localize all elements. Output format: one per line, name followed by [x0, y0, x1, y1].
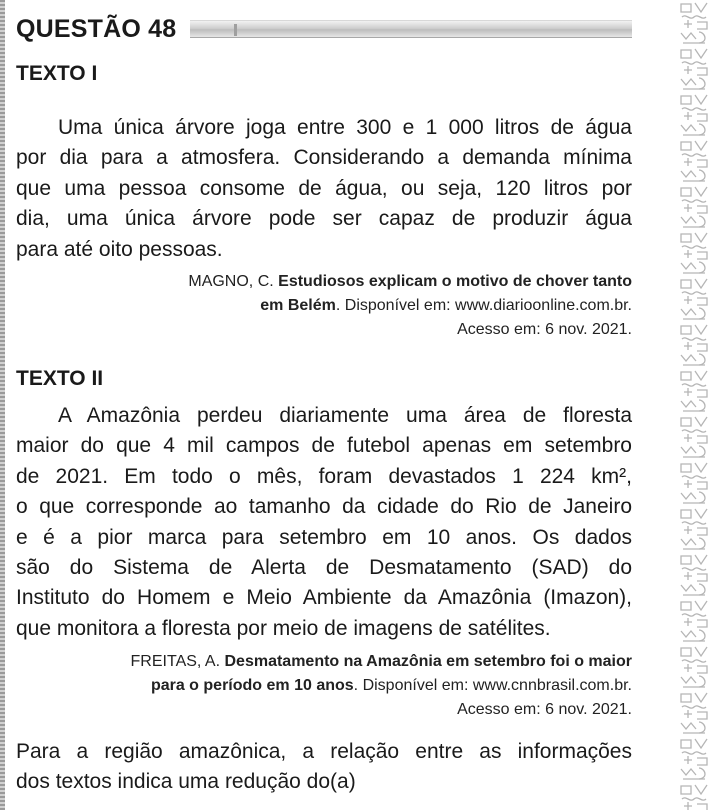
left-border-decoration [0, 0, 5, 810]
citation-title: em Belém [260, 297, 336, 314]
texto-1-heading: TEXTO I [16, 62, 98, 85]
texto-2-body [16, 401, 632, 644]
question-header [16, 14, 632, 44]
citation-source: . Disponível em: www.diarioonline.com.br. [335, 297, 632, 314]
citation-title: Estudiosos explicam o motivo de chover tanto [278, 273, 632, 290]
texto-2-line: e é a pior marca para setembro em 10 anos. Os dados [16, 525, 632, 549]
citation-author: MAGNO, C. [188, 273, 279, 290]
texto-2-line: A Amazônia perdeu diariamente uma área de floresta [58, 404, 632, 427]
question-prompt [16, 737, 632, 798]
texto-2-line: de 2021. Em todo o mês, foram devastados 1 224 km², [16, 464, 632, 488]
texto-1-line: por dia para a atmosfera. Considerando a demanda mínima [16, 146, 632, 170]
texto-2-heading: TEXTO II [16, 367, 104, 390]
citation-access: Acesso em: 6 nov. 2021. [457, 701, 632, 718]
citation-access: Acesso em: 6 nov. 2021. [457, 321, 632, 338]
texto-1-line: que uma pessoa consome de água, ou seja, 120 litros por [16, 176, 632, 200]
question-title: QUESTÃO 48 [16, 14, 177, 43]
texto-1-line: Uma única árvore joga entre 300 e 1 000 litros de água [58, 116, 632, 139]
texto-1-line: para até oito pessoas. [16, 237, 223, 261]
texto-1-body [16, 113, 632, 265]
citation-author: FREITAS, A. [130, 653, 225, 670]
texto-2-line: Instituto do Homem e Meio Ambiente da Amazônia (Imazon), [16, 586, 632, 610]
side-pattern-decoration [678, 0, 712, 810]
texto-2-line: são do Sistema de Alerta de Desmatamento (SAD) do [16, 556, 632, 580]
texto-2-line: que monitora a floresta por meio de imagens de satélites. [16, 616, 551, 640]
texto-2-line: o que corresponde ao tamanho da cidade do Rio de Janeiro [16, 495, 632, 519]
prompt-line: dos textos indica uma redução do(a) [16, 770, 356, 794]
texto-1-citation [188, 270, 632, 342]
texto-2-citation [131, 650, 632, 722]
citation-source: . Disponível em: www.cnnbrasil.com.br. [353, 677, 632, 694]
citation-title: para o período em 10 anos [150, 677, 354, 694]
citation-title: Desmatamento na Amazônia em setembro foi o maior [224, 653, 632, 670]
header-bar-decoration [190, 20, 632, 38]
texto-2-line: maior do que 4 mil campos de futebol apenas em setembro [16, 434, 632, 458]
texto-1-line: dia, uma única árvore pode ser capaz de produzir água [16, 207, 632, 231]
prompt-line: Para a região amazônica, a relação entre as informações [16, 740, 632, 763]
